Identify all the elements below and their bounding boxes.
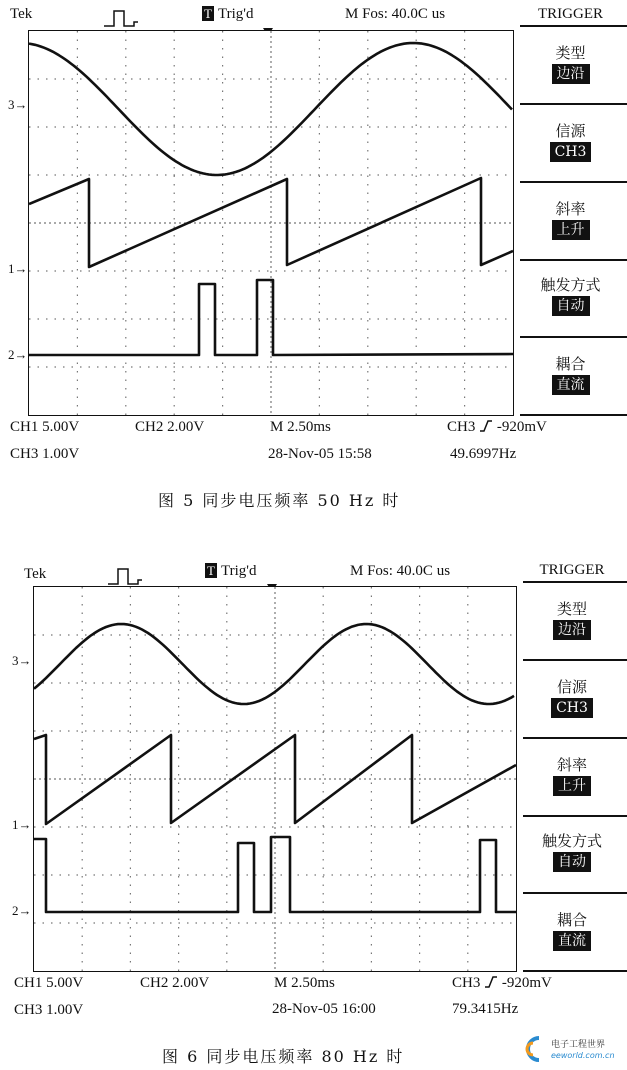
trigger-menu bbox=[517, 556, 627, 976]
trigger-state: Trig'd bbox=[220, 563, 257, 579]
menu-item-coupling[interactable]: 耦合 直流 bbox=[517, 911, 627, 951]
ch3-scale: CH3 1.00V bbox=[14, 1002, 84, 1018]
scope-screen bbox=[28, 30, 514, 416]
trigger-level: -920mV bbox=[501, 975, 552, 991]
brand-label: Tek bbox=[24, 566, 47, 582]
main-position: M Fos: 40.0C us bbox=[350, 563, 451, 579]
ch2-scale: CH2 2.00V bbox=[140, 975, 210, 991]
trigger-source: CH3 bbox=[447, 419, 476, 435]
ch2-marker: 2→ bbox=[12, 903, 32, 918]
svg-text:eeworld.com.cn: eeworld.com.cn bbox=[551, 1051, 615, 1060]
date-time: 28-Nov-05 16:00 bbox=[272, 1001, 376, 1017]
menu-title: TRIGGER bbox=[538, 6, 603, 22]
timebase: M 2.50ms bbox=[274, 975, 335, 991]
date-time: 28-Nov-05 15:58 bbox=[268, 446, 372, 462]
trigger-readout bbox=[452, 975, 552, 992]
waveform-plot bbox=[34, 587, 516, 971]
menu-item-slope[interactable]: 斜率 上升 bbox=[514, 200, 627, 240]
menu-item-slope[interactable]: 斜率 上升 bbox=[517, 756, 627, 796]
waveform-plot bbox=[29, 31, 513, 415]
frequency: 79.3415Hz bbox=[452, 1001, 519, 1017]
menu-item-type[interactable]: 类型 边沿 bbox=[517, 600, 627, 640]
main-position: M Fos: 40.0C us bbox=[345, 6, 446, 22]
menu-title: TRIGGER bbox=[539, 562, 605, 578]
ch1-scale: CH1 5.00V bbox=[14, 975, 84, 991]
timebase: M 2.50ms bbox=[270, 419, 331, 435]
trigger-status bbox=[205, 563, 256, 580]
ch3-marker: 3→ bbox=[12, 653, 32, 668]
menu-item-mode[interactable]: 触发方式 自动 bbox=[540, 276, 601, 314]
menu-item-mode[interactable]: 触发方式 自动 bbox=[541, 832, 602, 870]
menu-item-source[interactable]: 信源 CH3 bbox=[514, 122, 627, 162]
ch1-marker: 1→ bbox=[12, 817, 32, 832]
trigger-status bbox=[202, 6, 253, 23]
ch2-marker: 2→ bbox=[8, 347, 28, 362]
trigger-menu bbox=[514, 0, 627, 420]
brand-label: Tek bbox=[10, 6, 33, 22]
scope-screen bbox=[33, 586, 517, 972]
ch3-scale: CH3 1.00V bbox=[10, 446, 80, 462]
rising-edge-icon bbox=[479, 419, 493, 433]
figure-caption: 图 5 同步电压频率 50 Hz 时 bbox=[158, 491, 401, 510]
trigger-state: Trig'd bbox=[217, 6, 254, 22]
ch1-marker: 1→ bbox=[8, 261, 28, 276]
rising-edge-icon bbox=[484, 975, 498, 989]
trigger-pulse-icon bbox=[108, 566, 144, 586]
trigger-box-icon: T bbox=[204, 6, 212, 21]
menu-item-source[interactable]: 信源 CH3 bbox=[517, 678, 627, 718]
ch2-scale: CH2 2.00V bbox=[135, 419, 205, 435]
ch3-sine-trace bbox=[34, 624, 514, 704]
figure-caption: 图 6 同步电压频率 80 Hz 时 bbox=[162, 1047, 405, 1066]
svg-text:电子工程世界: 电子工程世界 bbox=[551, 1040, 606, 1050]
eeworld-logo bbox=[525, 1034, 621, 1064]
ch3-marker: 3→ bbox=[8, 97, 28, 112]
trigger-pulse-icon bbox=[104, 8, 140, 28]
menu-item-coupling[interactable]: 耦合 直流 bbox=[514, 355, 627, 395]
graticule bbox=[34, 587, 516, 971]
trigger-readout bbox=[447, 419, 547, 436]
graticule bbox=[29, 31, 513, 415]
frequency: 49.6997Hz bbox=[450, 446, 517, 462]
trigger-box-icon: T bbox=[207, 563, 215, 578]
ch1-scale: CH1 5.00V bbox=[10, 419, 80, 435]
trigger-level: -920mV bbox=[496, 419, 547, 435]
trigger-source: CH3 bbox=[452, 975, 481, 991]
menu-item-type[interactable]: 类型 边沿 bbox=[514, 44, 627, 84]
